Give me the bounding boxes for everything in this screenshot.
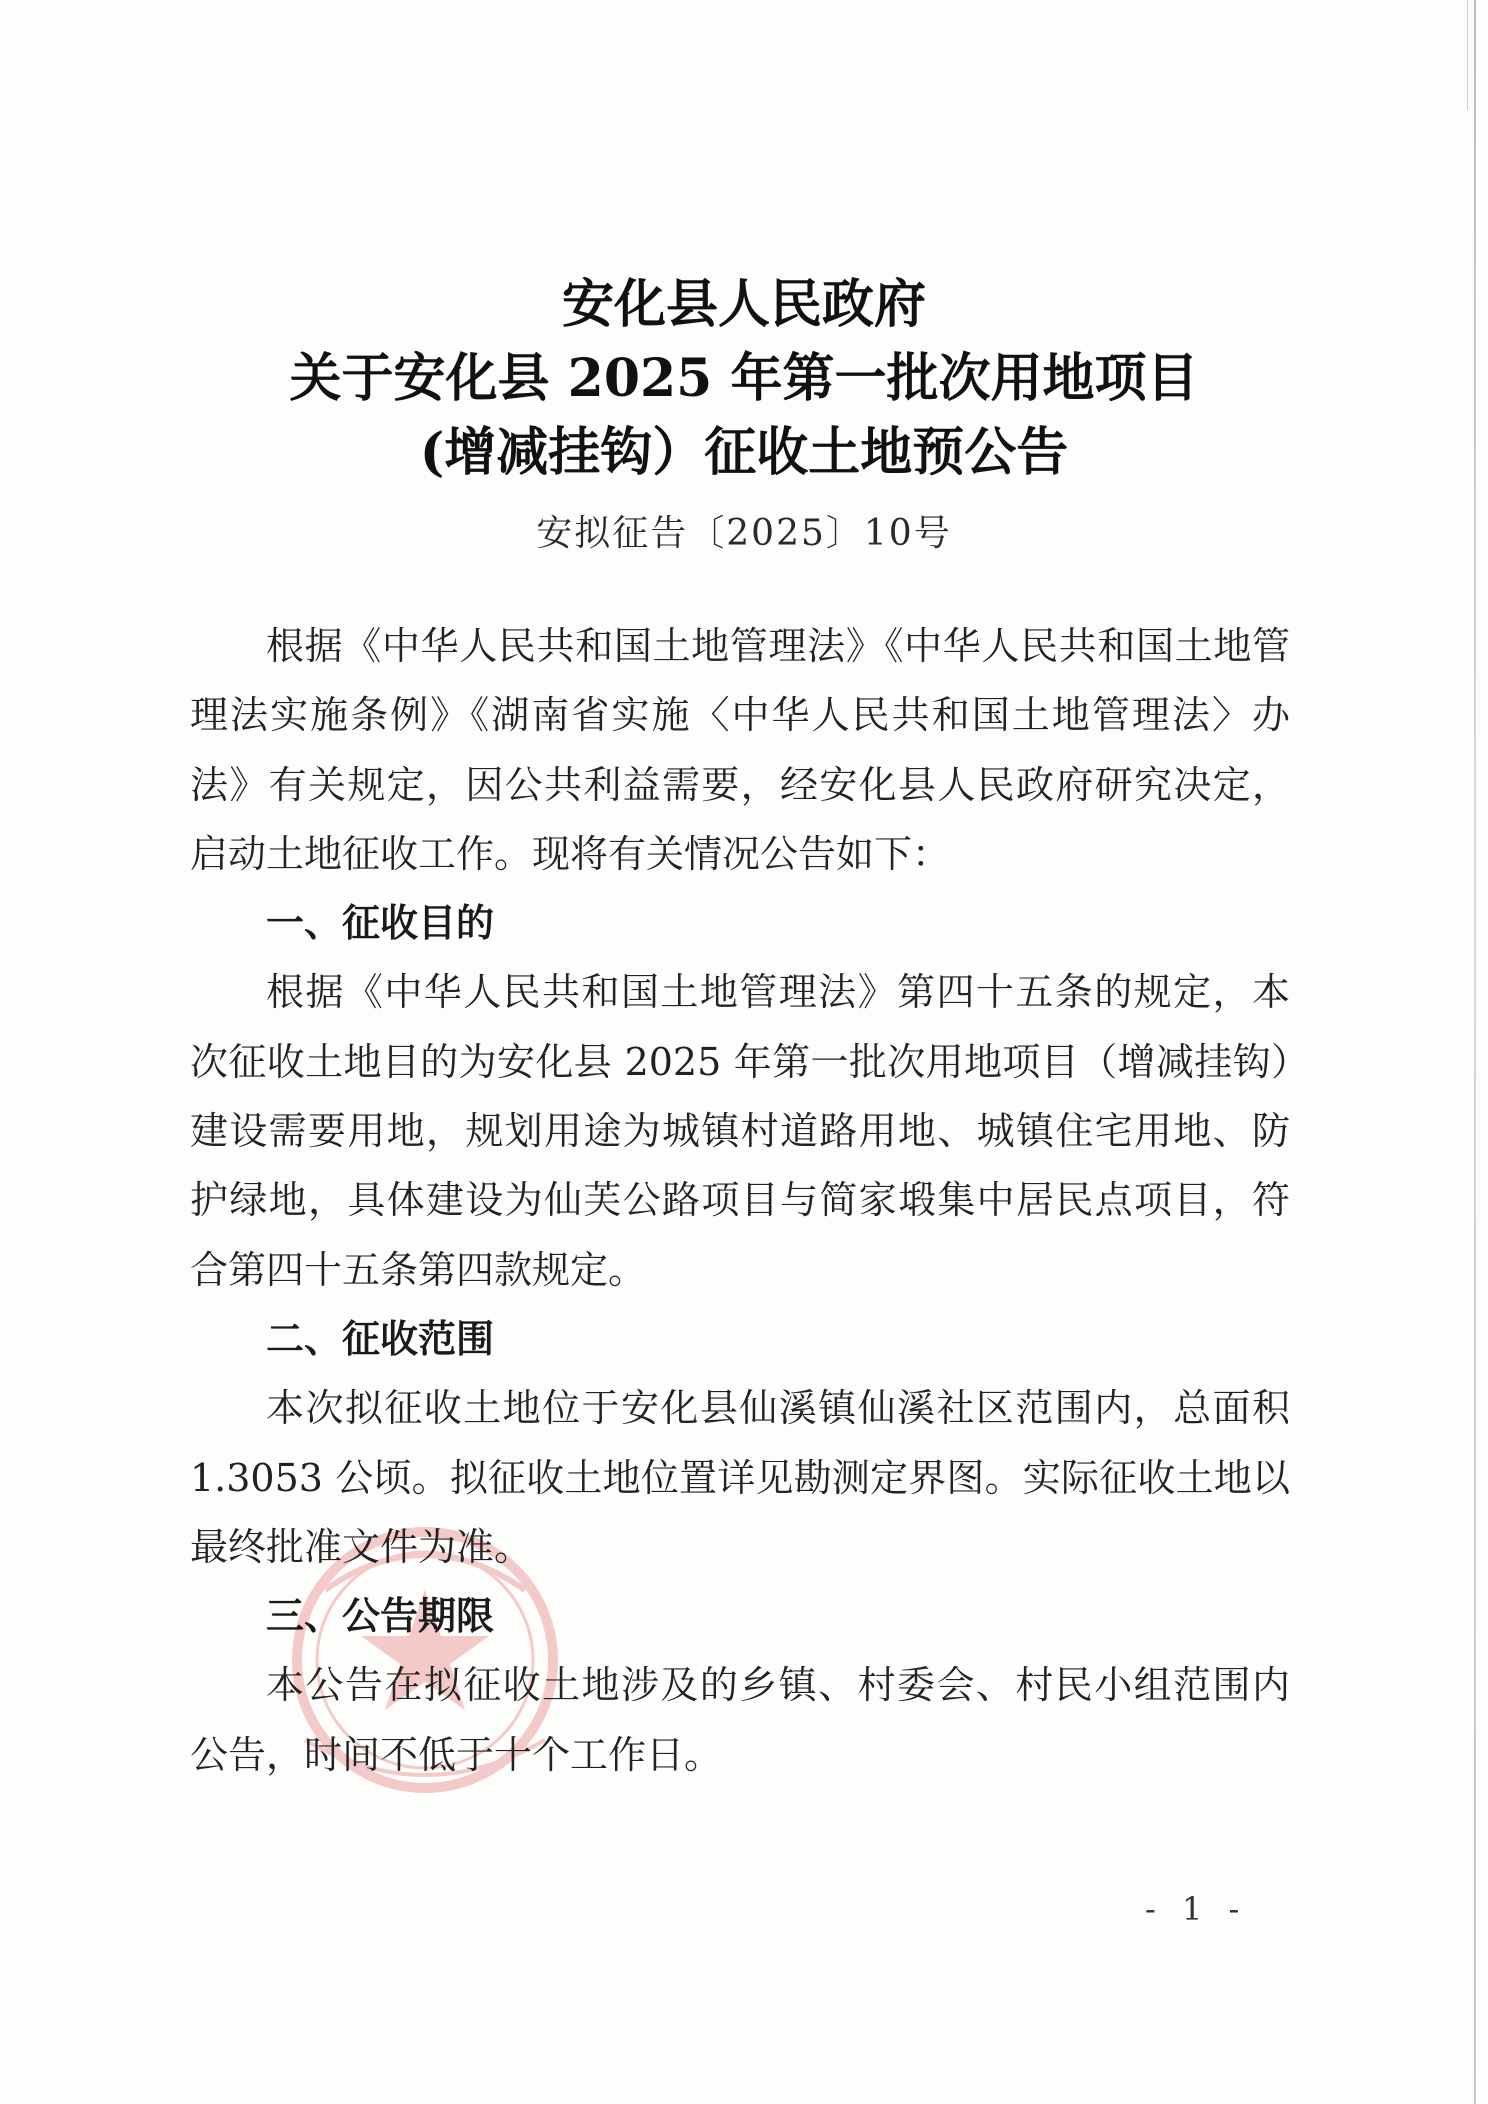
section-text-scope: 本次拟征收土地位于安化县仙溪镇仙溪社区范围内，总面积 1.3053 公顷。拟征收土地位置详见勘测定界图。实际征收土地以最终批准文件为准。 xyxy=(190,1386,1290,1569)
section-heading-purpose: 一、征收目的 xyxy=(266,901,495,946)
document-number: 安拟征告〔2025〕10号 xyxy=(536,513,952,554)
document-title xyxy=(0,268,1488,490)
scan-edge-line-secondary xyxy=(1467,0,1468,110)
section-text-purpose: 根据《中华人民共和国土地管理法》第四十五条的规定，本次征收土地目的为安化县 2025 年第一批次用地项目（增减挂钩）建设需要用地，规划用途为城镇村道路用地、城镇住宅用地、防护绿地，具体建设为仙芙公路项目与简家塅集中居民点项目，符合第四十五条第四款规定。 xyxy=(190,970,1290,1292)
title-line-subject: 关于安化县 2025 年第一批次用地项目 xyxy=(289,348,1199,409)
title-line-issuer: 安化县人民政府 xyxy=(561,274,926,335)
section-heading-scope: 二、征收范围 xyxy=(266,1316,495,1361)
page-number: - 1 - xyxy=(1145,1890,1248,1928)
section-text-period: 本公告在拟征收土地涉及的乡镇、村委会、村民小组范围内公告，时间不低于十个工作日。 xyxy=(190,1663,1290,1777)
title-line-notice: (增减挂钩）征收土地预公告 xyxy=(419,422,1069,483)
section-heading-period: 三、公告期限 xyxy=(266,1594,495,1639)
document-body xyxy=(190,612,1290,1790)
intro-paragraph: 根据《中华人民共和国土地管理法》《中华人民共和国土地管理法实施条例》《湖南省实施〈中华人民共和国土地管理法〉办法》有关规定，因公共利益需要，经安化县人民政府研究决定，启动土地征收工作。现将有关情况公告如下： xyxy=(190,624,1290,876)
